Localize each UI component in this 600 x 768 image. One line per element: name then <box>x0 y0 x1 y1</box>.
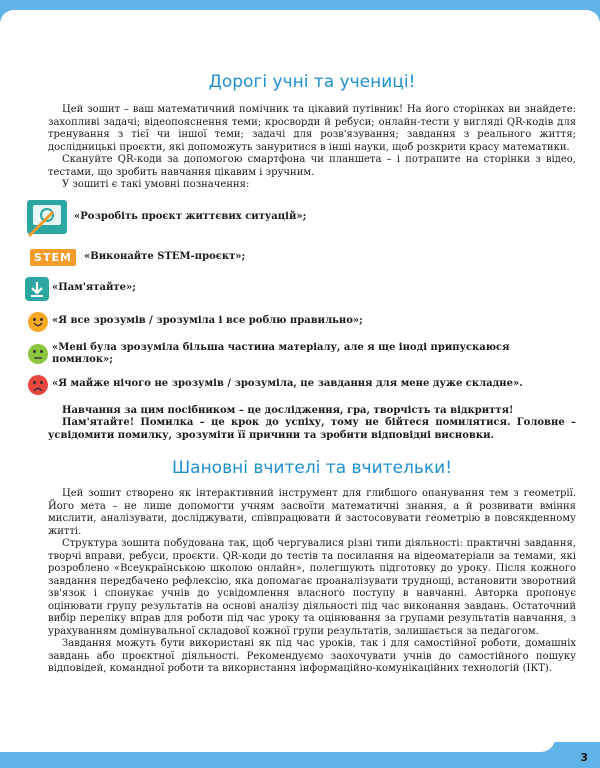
legend-item-stem <box>22 246 576 270</box>
students-paragraph-3: У зошиті є такі умовні позначення: <box>62 179 250 190</box>
students-paragraph-2: Скануйте QR-коди за допомогою смартфона чи планшета – і потрапите на сторінки з відео, тестами, що зробить навчання цікавим і зручним. <box>48 154 576 178</box>
teachers-paragraph-3: Завдання можуть бути використані як під час уроків, так і для самостійної роботи, домашніх завдань або проєктної діяльності. Рекомендуємо заохочувати учнів до самостійного пошуку відповідей, командної роботи та використання інформаційно-комунікаційних технологій (ІКТ). <box>48 638 576 674</box>
project-icon <box>22 196 74 240</box>
legend-text: «Виконайте STEM-проєкт»; <box>84 251 246 263</box>
legend-item-project <box>22 196 576 240</box>
teachers-heading: Шановні вчителі та вчительки! <box>171 458 453 478</box>
legend-item-happy <box>24 310 576 334</box>
legend-text: «Розробіть проєкт життєвих ситуацій»; <box>74 211 307 223</box>
students-paragraph-1: Цей зошит – ваш математичний помічник та цікавий путівник! На його сторінках ви знайдете: захопливі задачі; відеопояснення теми; кросворди й ребуси; онлайн-тести у вигляді QR-кодів для тренування з тієї чи іншої теми; задачі для розв'язування; завдання з реального життя; дослідницькі проєкти, які допоможуть зануритися в інші науки, щоб розкрити красу математики. <box>48 104 576 153</box>
legend-text: «Пам'ятайте»; <box>52 282 136 294</box>
happy-face-icon <box>24 310 52 334</box>
remember-icon <box>22 276 52 302</box>
legend-text: «Мені була зрозуміла більша частина матеріалу, але я ще іноді припускаюся помилок»; <box>52 341 510 365</box>
students-paragraph-5: Пам'ятайте! Помилка – це крок до успіху, тому не бійтеся помилятися. Головне – усвідомити помилку, зрозуміти її причини та зробити відповідні висновки. <box>48 417 576 441</box>
teachers-paragraph-2: Структура зошита побудована так, щоб чергувалися різні типи діяльності: практичні завдання, творчі вправи, ребуси, проєкти. QR-коди до тестів та посилання на відеоматеріали за темами, які розроблено «Всеукраїнською школою онлайн», полегшують підготовку до уроку. Після кожного завдання передбачено рефлексію, яка допомагає проаналізувати труднощі, встановити зворотний зв'язок і спонукає учнів до усвідомлення власного поступу в навчанні. Авторка пропонує оцінювати групу результатів на основі аналізу діяльності під час виконання завдань. Остаточний вибір переліку вправ для роботи під час уроку та оцінювання за групами результатів навчання, з урахуванням домінувальної складової кожної групи результатів, залишається за педагогом. <box>48 538 576 637</box>
top-decorative-band <box>0 0 600 22</box>
bottom-decorative-band <box>0 742 600 768</box>
legend-item-sad <box>24 373 576 397</box>
legend-item-neutral <box>24 342 576 367</box>
stem-icon <box>22 246 84 270</box>
page-content <box>34 72 576 676</box>
legend-item-remember <box>22 276 576 302</box>
students-heading: Дорогі учні та учениці! <box>208 72 416 92</box>
stem-badge: STEM <box>30 249 76 266</box>
sad-face-icon <box>24 373 52 397</box>
legend-text: «Я майже нічого не зрозумів / зрозуміла, це завдання для мене дуже складне». <box>52 378 523 390</box>
page-number: 3 <box>580 751 588 764</box>
neutral-face-icon <box>24 342 52 366</box>
legend-text: «Я все зрозумів / зрозуміла і все роблю правильно»; <box>52 315 363 327</box>
students-paragraph-4: Навчання за цим посібником – це дослідження, гра, творчість та відкриття! <box>62 404 514 416</box>
teachers-paragraph-1: Цей зошит створено як інтерактивний інструмент для глибшого опанування тем з геометрії. Його мета – не лише допомогти учням засвоїти математичні знання, а й розвивати вміння мислити, аналізувати, досліджувати, співпрацювати й застосовувати геометрію в повсякденному житті. <box>48 488 576 537</box>
